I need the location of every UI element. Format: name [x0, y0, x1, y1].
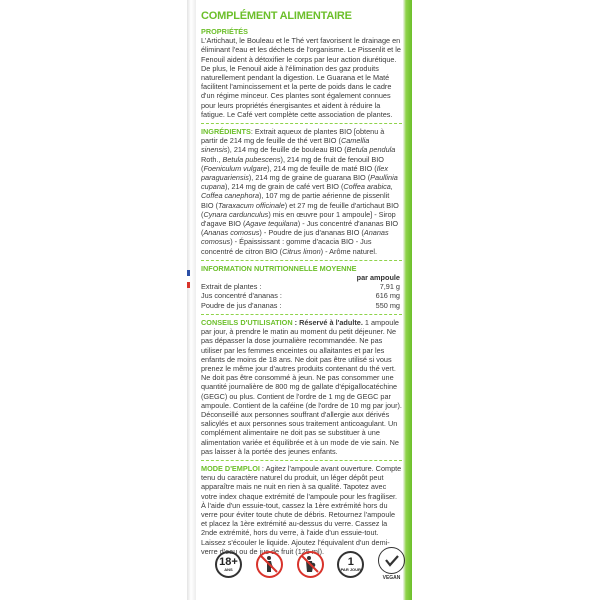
page-title: COMPLÉMENT ALIMENTAIRE — [201, 10, 352, 22]
section-proprietes — [201, 27, 402, 119]
one-per-day-icon: 1 PAR JOUR — [337, 551, 364, 578]
french-flag — [187, 270, 190, 288]
nutrition-row: Poudre de jus d'ananas : 550 mg — [201, 300, 400, 310]
section-conseils — [201, 318, 402, 456]
nutrition-per-unit: par ampoule — [356, 273, 400, 283]
divider — [201, 123, 402, 124]
box-right-edge-green — [403, 0, 412, 600]
no-breastfeeding-icon — [297, 551, 324, 578]
ingredients-text: INGRÉDIENTS: Extrait aqueux de plantes BIO [obtenu à partir de 214 mg de feuille de thé vert BIO (Camellia sinensis), 214 mg de feuille de bouleau BIO (Betula pendula Roth., Betula pubescens), 214 mg de fruit de fenouil BIO (Foeniculum vulgare), 214 mg de feuille de maté BIO (Ilex paraguariensis), 214 mg de graine de guarana BIO (Paullinia cupana), 214 mg de grain de café vert BIO (Coffea arabica, Coffea canephora), 107 mg de partie aérienne de pissenlit BIO (Taraxacum officinale) et 27 mg de feuille d'artichaut BIO (Cynara cardunculus) mis en œuvre pour 1 ampoule] - Sirop d'agave BIO (Agave tequilana) - Jus concentré d'ananas BIO (Ananas comosus) - Poudre de jus d'ananas BIO (Ananas comosus) - Épaississant : gomme d'acacia BIO - Jus concentré de citron BIO (Citrus limon) - Arôme naturel. — [201, 127, 399, 256]
vegan-badge: VEGAN — [378, 547, 405, 581]
nutrition-heading: INFORMATION NUTRITIONNELLE MOYENNE — [201, 263, 357, 273]
mode-text: MODE D'EMPLOI : Agitez l'ampoule avant ouverture. Compte tenu du caractère naturel du produit, un léger dépôt peut apparaître mais ne nuit en rien à sa qualité. Tapotez avec votre index chaque extrémité de l'ampoule pour les fragiliser. À l'aide d'un essuie-tout, cassez la 1ère extrémité hors du verre pour éviter toute chute de débris. Retournez l'ampoule et placez la 1ère extrémité au-dessus du verre. Cassez la 2nde extrémité, hors du verre, à l'aide d'un essuie-tout. Laissez s'écouler le liquide. Ajoutez l'équivalent d'un demi-verre d'eau ou de jus de fruit (125 ml). — [201, 463, 402, 556]
no-pregnant-woman-icon — [256, 551, 283, 578]
section-mode-emploi — [201, 464, 402, 556]
section-ingredients — [201, 127, 402, 256]
nutrition-row: Jus concentré d'ananas : 616 mg — [201, 291, 400, 301]
nutrition-row: Extrait de plantes : 7,91 g — [201, 282, 400, 292]
proprietes-text: L'Artichaut, le Bouleau et le Thé vert favorisent le drainage en éliminant l'eau et les déchets de l'organisme. Le Pissenlit et le Fenouil aident à détoxifier le corps par leur action diurétique. De plus, le Fenouil aide à l'élimination des gaz produits naturellement pendant la digestion. Le Guarana et le Maté facilitent l'amincissement et la perte de poids dans le cadre d'un régime minceur. Ces plantes sont également connues pour leurs propriétés énergisantes et aident à réduire la fatigue. Le Café vert complète cette association de plantes. — [201, 36, 401, 119]
divider — [201, 260, 402, 261]
proprietes-heading: PROPRIÉTÉS — [201, 27, 249, 36]
box-left-edge — [187, 0, 196, 600]
label-content — [201, 10, 402, 560]
conseils-heading: CONSEILS D'UTILISATION — [201, 317, 293, 327]
pictogram-row — [215, 544, 405, 584]
section-nutrition — [201, 264, 402, 310]
product-panel — [187, 0, 412, 600]
vegan-check-icon — [378, 547, 405, 574]
ingredients-heading: INGRÉDIENTS — [201, 127, 251, 137]
age-18-plus-icon: 18+ ANS — [215, 551, 242, 578]
divider — [201, 460, 402, 461]
conseils-text: CONSEILS D'UTILISATION : Réservé à l'adulte. 1 ampoule par jour, à prendre le matin au moment du petit déjeuner. Ne pas dépasser la dose journalière recommandée. Ne pas utiliser par les femmes enceintes ou allaitantes et par les enfants de moins de 18 ans. Ne doit pas être utilisé si vous prenez le même jour d'autres produits contenant du thé vert. Ne doit pas être consommé à jeun. Ne pas consommer une quantité journalière de 800 mg de gallate d'épigallocatéchine (GEGC) ou plus. Contient de l'ordre de 1 mg de GEGC par ampoule. Contient de la caféine (de l'ordre de 10 mg par jour). Déconseillé aux personnes souffrant d'allergie aux dérivés salicylés et aux personnes sous traitement anticoagulant. Un complément alimentaire ne doit pas se substituer à une alimentation variée et équilibrée et à un mode de vie sain. Ne pas laisser à la portée des jeunes enfants. — [201, 317, 402, 456]
divider — [201, 314, 402, 315]
mode-heading: MODE D'EMPLOI — [201, 463, 260, 473]
